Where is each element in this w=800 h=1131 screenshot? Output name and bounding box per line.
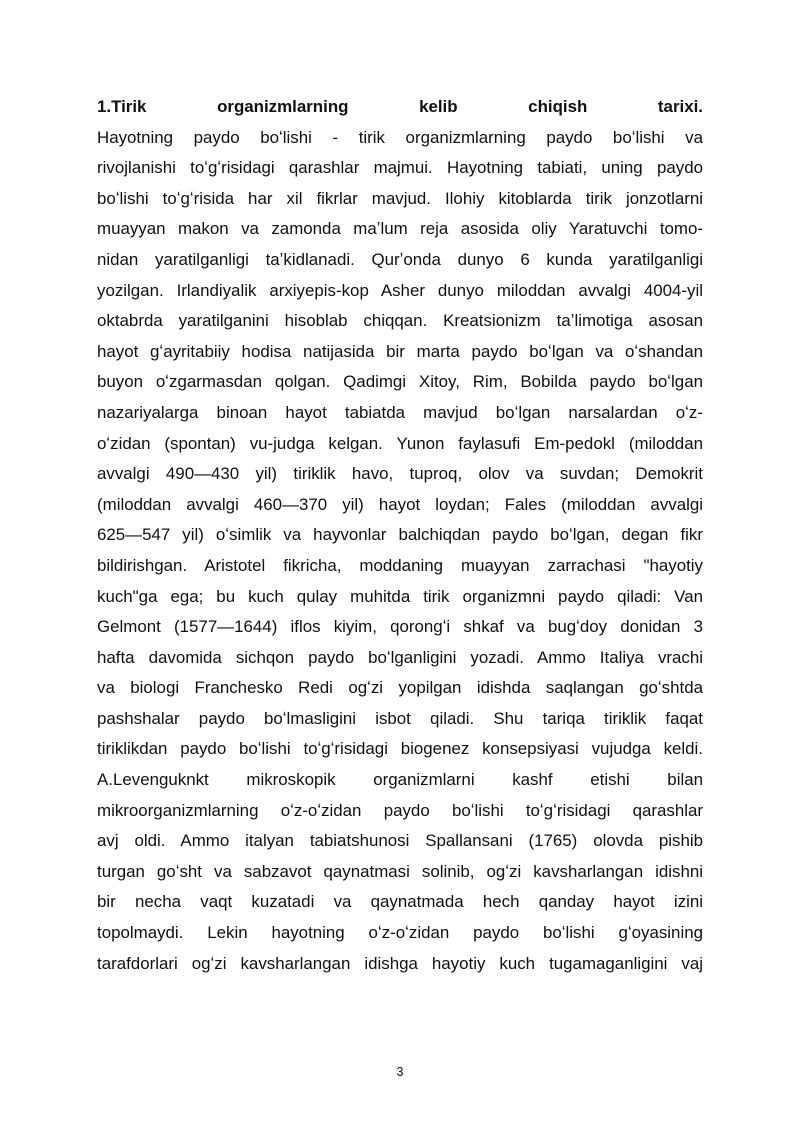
body-line: hafta davomida sichqon paydo boʻlganligini yozadi. Ammo Italiya vrachi bbox=[97, 647, 703, 667]
body-line: bir necha vaqt kuzatadi va qaynatmada hech qanday hayot izini bbox=[97, 892, 703, 912]
page-number: 3 bbox=[396, 1065, 404, 1079]
body-line: avvalgi 490—430 yil) tiriklik havo, tuproq, olov va suvdan; Demokrit bbox=[97, 464, 703, 484]
body-line: oktabrda yaratilganini hisoblab chiqqan. Kreatsionizm taʼlimotiga asosan bbox=[97, 311, 703, 331]
body-line: nazariyalarga binoan hayot tabiatda mavjud boʻlgan narsalardan oʻz- bbox=[97, 402, 703, 422]
body-line: topolmaydi. Lekin hayotning oʻz-oʻzidan paydo boʻlishi gʻoyasining bbox=[97, 923, 703, 943]
body-line: Gelmont (1577—1644) iflos kiyim, qorongʻi shkaf va bugʻdoy donidan 3 bbox=[97, 617, 703, 637]
body-line: mikroorganizmlarning oʻz-oʻzidan paydo boʻlishi toʻgʻrisidagi qarashlar bbox=[97, 800, 703, 820]
body-line: 625—547 yil) oʻsimlik va hayvonlar balchiqdan paydo boʻlgan, degan fikr bbox=[97, 525, 703, 545]
body-line: nidan yaratilganligi taʼkidlanadi. Qurʼonda dunyo 6 kunda yaratilganligi bbox=[97, 249, 703, 269]
body-line: buyon oʻzgarmasdan qolgan. Qadimgi Xitoy, Rim, Bobilda paydo boʻlgan bbox=[97, 372, 703, 392]
body-line: tiriklikdan paydo boʻlishi toʻgʻrisidagi biogenez konsepsiyasi vujudga keldi. bbox=[97, 739, 703, 759]
body-line: yozilgan. Irlandiyalik arxiyepis-kop Asher dunyo miloddan avvalgi 4004-yil bbox=[97, 280, 703, 300]
body-line: tarafdorlari ogʻzi kavsharlangan idishga hayotiy kuch tugamaganligini vaj bbox=[97, 953, 703, 973]
body-line: pashshalar paydo boʻlmasligini isbot qiladi. Shu tariqa tiriklik faqat bbox=[97, 708, 703, 728]
body-line: va biologi Franchesko Redi ogʻzi yopilgan idishda saqlangan goʻshtda bbox=[97, 678, 703, 698]
body-line: rivojlanishi toʻgʻrisidagi qarashlar majmui. Hayotning tabiati, uning paydo bbox=[97, 158, 703, 178]
body-line: muayyan makon va zamonda maʼlum reja asosida oliy Yaratuvchi tomo- bbox=[97, 219, 703, 239]
body-line: bildirishgan. Aristotel fikricha, moddaning muayyan zarrachasi "hayotiy bbox=[97, 555, 703, 575]
body-line: hayot gʻayritabiiy hodisa natijasida bir marta paydo boʻlgan va oʻshandan bbox=[97, 341, 703, 361]
body-line: oʻzidan (spontan) vu-judga kelgan. Yunon faylasufi Em-pedokl (miloddan bbox=[97, 433, 703, 453]
body-line: A.Levenguknkt mikroskopik organizmlarni kashf etishi bilan bbox=[97, 770, 703, 790]
body-line: kuch"ga ega; bu kuch qulay muhitda tirik organizmni paydo qiladi: Van bbox=[97, 586, 703, 606]
body-line: Hayotning paydo boʻlishi - tirik organizmlarning paydo boʻlishi va bbox=[97, 127, 703, 147]
body-line: avj oldi. Ammo italyan tabiatshunosi Spallansani (1765) olovda pishib bbox=[97, 831, 703, 851]
body-line: boʻlishi toʻgʻrisida har xil fikrlar mavjud. Ilohiy kitoblarda tirik jonzotlarni bbox=[97, 188, 703, 208]
document-body bbox=[97, 92, 703, 979]
section-heading: 1.Tirik organizmlarning kelib chiqish tarixi. bbox=[97, 97, 703, 116]
body-line: turgan goʻsht va sabzavot qaynatmasi solinib, ogʻzi kavsharlangan idishni bbox=[97, 861, 703, 881]
body-line: (miloddan avvalgi 460—370 yil) hayot loydan; Fales (miloddan avvalgi bbox=[97, 494, 703, 514]
